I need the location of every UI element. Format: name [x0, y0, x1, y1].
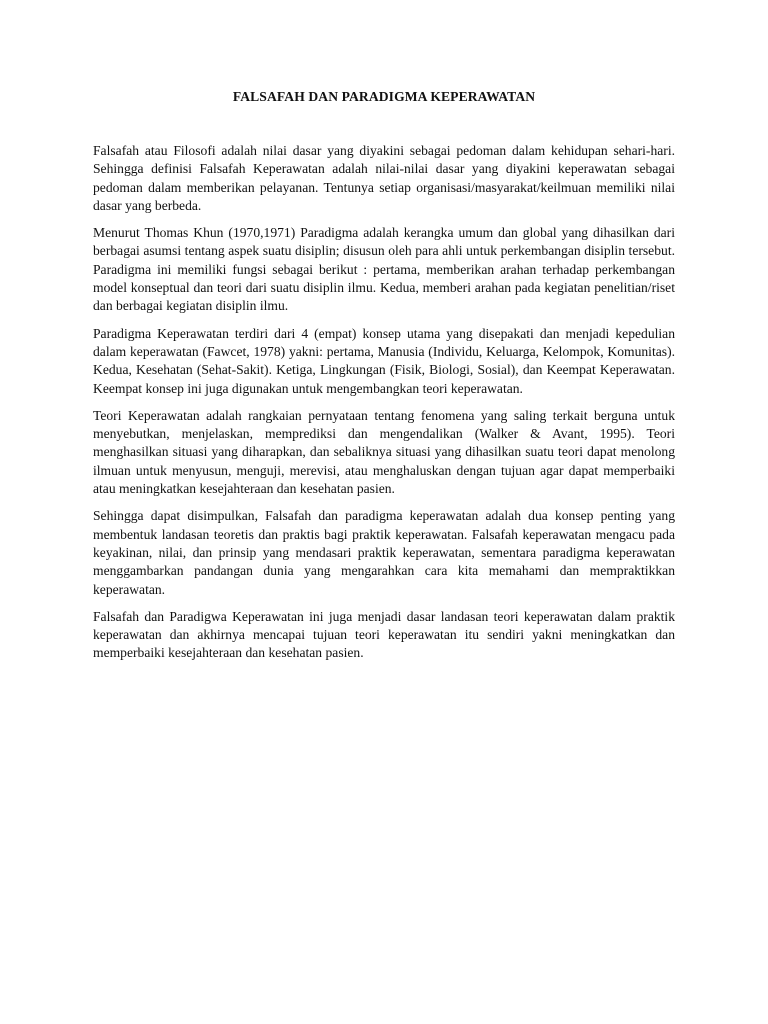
document-title: FALSAFAH DAN PARADIGMA KEPERAWATAN — [232, 89, 536, 104]
paragraph-teori-keperawatan: Teori Keperawatan adalah rangkaian pernyataan tentang fenomena yang saling terkait berguna untuk menyebutkan, menjelaskan, memprediksi dan mengendalikan (Walker & Avant, 1995). Teori menghasilkan situasi yang diharapkan, dan sebaliknya situasi yang dihasilkan suatu teori dapat menolong ilmuan untuk menyusun, menguji, merevisi, atau menghaluskan dengan tujuan agar dapat memperbaiki atau meningkatkan kesejahteraan dan kesehatan pasien. — [93, 407, 675, 497]
paragraph-paradigma-definition: Menurut Thomas Khun (1970,1971) Paradigma adalah kerangka umum dan global yang dihasilkan dari berbagai asumsi tentang aspek suatu disiplin; disusun oleh para ahli untuk perkembangan disiplin tersebut. Paradigma ini memiliki fungsi sebagai berikut : pertama, memberikan arahan terhadap perkembangan model konseptual dan teori dari suatu disiplin ilmu. Kedua, memberi arahan pada kegiatan penelitian/riset dan berbagai kegiatan disiplin ilmu. — [93, 225, 675, 314]
paragraph-paradigma-concepts: Paradigma Keperawatan terdiri dari 4 (empat) konsep utama yang disepakati dan menjadi kepedulian dalam keperawatan (Fawcet, 1978) yakni: pertama, Manusia (Individu, Keluarga, Kelompok, Komunitas). Kedua, Kesehatan (Sehat-Sakit). Ketiga, Lingkungan (Fisik, Biologi, Sosial), dan Keempat Keperawatan. Keempat konsep ini juga digunakan untuk mengembangkan teori keperawatan. — [93, 325, 675, 396]
paragraph-conclusion: Sehingga dapat disimpulkan, Falsafah dan paradigma keperawatan adalah dua konsep penting yang membentuk landasan teoretis dan praktis bagi praktik keperawatan. Falsafah keperawatan mengacu pada keyakinan, nilai, dan prinsip yang mendasari praktik keperawatan, sementara paradigma keperawatan menggambarkan pandangan dunia yang mengarahkan cara kita memahami dan mempraktikkan keperawatan. — [93, 508, 675, 597]
paragraph-falsafah-definition: Falsafah atau Filosofi adalah nilai dasar yang diyakini sebagai pedoman dalam kehidupan sehari-hari. Sehingga definisi Falsafah Keperawatan adalah nilai-nilai dasar yang diyakini keperawatan sebagai pedoman dalam memberikan pelayanan. Tentunya setiap organisasi/masyarakat/keilmuan memiliki nilai dasar yang berbeda. — [93, 143, 675, 213]
document-body — [93, 88, 675, 672]
paragraph-closing: Falsafah dan Paradigwa Keperawatan ini juga menjadi dasar landasan teori keperawatan dalam praktik keperawatan dan akhirnya mencapai tujuan teori keperawatan itu sendiri yakni meningkatkan dan memperbaiki kesejahteraan dan kesehatan pasien. — [93, 608, 675, 661]
